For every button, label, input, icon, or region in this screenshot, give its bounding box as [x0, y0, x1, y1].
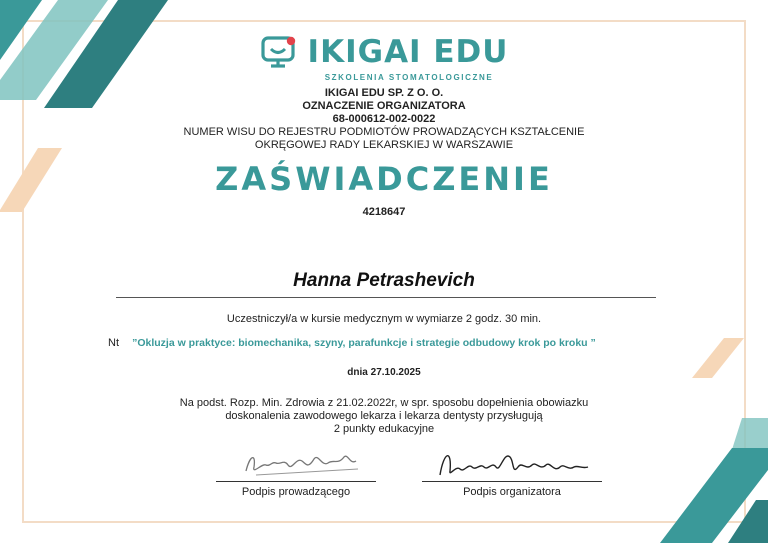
- logo-tagline: SZKOLENIA STOMATOLOGICZNE: [324, 73, 494, 82]
- certificate-title: ZAŚWIADCZENIE: [215, 160, 553, 198]
- issue-date: dnia 27.10.2025: [347, 367, 421, 378]
- legal-basis: [0, 397, 768, 436]
- legal-line-2: doskonalenia zawodowego lekarza i lekarza dentysty przysługują: [225, 410, 543, 422]
- organizer-signature-line: [422, 481, 602, 482]
- course-line: [108, 337, 596, 349]
- organizer-company: IKIGAI EDU SP. Z O. O.: [324, 87, 444, 99]
- organizer-signature-label: Podpis organizatora: [463, 486, 561, 498]
- organizer-designation-number: 68-000612-002-0022: [332, 113, 436, 125]
- organizer-signature: [422, 445, 602, 481]
- logo-name: IKIGAI EDU: [307, 34, 509, 70]
- recipient-name: Hanna Petrashevich: [293, 270, 475, 291]
- tooth-monitor-icon: [260, 34, 300, 70]
- course-prefix: Nt: [108, 337, 119, 349]
- certificate-number: 4218647: [362, 206, 406, 218]
- participation-text: Uczestniczył/a w kursie medycznym w wymiarze 2 godz. 30 min.: [226, 313, 542, 325]
- lecturer-signature-line: [216, 481, 376, 482]
- legal-line-3: 2 punkty edukacyjne: [333, 423, 435, 435]
- organizer-signature-block: [412, 445, 612, 498]
- organizer-designation-label: OZNACZENIE ORGANIZATORA: [302, 100, 466, 112]
- organizer-info: [0, 87, 768, 152]
- registry-line-1: NUMER WISU DO REJESTRU PODMIOTÓW PROWADZĄCYCH KSZTAŁCENIE: [183, 126, 585, 138]
- lecturer-signature-block: [206, 445, 386, 498]
- registry-line-2: OKRĘGOWEJ RADY LEKARSKIEJ W WARSZAWIE: [254, 139, 514, 151]
- legal-line-1: Na podst. Rozp. Min. Zdrowia z 21.02.2022r, w spr. sposobu dopełnienia obowiazku: [179, 397, 589, 409]
- course-title: ”Okluzja w praktyce: biomechanika, szyny, parafunkcje i strategie odbudowy krok po kroku ”: [132, 337, 596, 349]
- logo: [0, 34, 768, 82]
- lecturer-signature: [216, 445, 376, 481]
- lecturer-signature-label: Podpis prowadzącego: [241, 486, 351, 498]
- name-underline: [116, 297, 656, 298]
